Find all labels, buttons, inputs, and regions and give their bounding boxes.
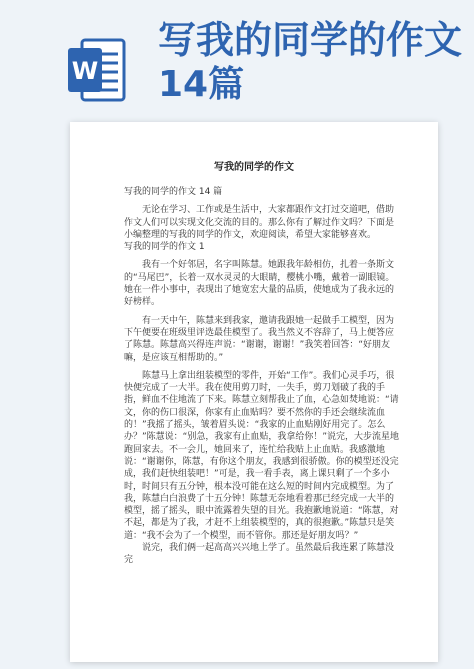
intro-paragraph: 无论在学习、工作或是生活中，大家都跟作文打过交道吧，借助作文人们可以实现文化交流的目的。那么你有了解过作文吗？下面是小编整理的写我的同学的作文，欢迎阅读，希望大家能够喜欢。 <box>124 205 395 240</box>
document-body <box>124 186 402 567</box>
body-paragraph: 说完，我们俩一起高高兴兴地上学了。虽然最后我连累了陈慧没完 <box>124 543 395 566</box>
section-heading: 写我的同学的作文 1 <box>124 242 205 253</box>
document-title: 写我的同学的作文 <box>214 162 294 173</box>
body-paragraph: 陈慧马上拿出组装模型的零件，开始“工作”。我们心灵手巧，很快便完成了一大半。我在使用剪刀时，一失手，剪刀划破了我的手指，鲜血不住地流了下来。陈慧立刻帮我止了血，心急如焚地说：“请文，你的伤口很深，你家有止血贴吗？要不然你的手还会继续流血的！”我摇了摇头，皱着眉头说：“我家的止血贴刚好用完了。怎么办？”陈慧说：“别急，我家有止血贴，我拿给你！”说完，大步流星地跑回家去。不一会儿，她回来了，连忙给我贴上止血贴。我感激地说：“谢谢你，陈慧，有你这个朋友，我感到很骄傲。你的模型还没完成，我们赶快组装吧！”可是，我一看手表，离上课只剩了一个多小时，时间只有五分钟，根本没可能在这么短的时间内完成模型。为了我，陈慧白白浪费了十五分钟！陈慧无奈地看着那已经完成一大半的模型，摇了摇头，眼中流露着失望的目光。我抱歉地说道：“陈慧，对不起，都是为了我，才赶不上组装模型的，真的很抱歉。”陈慧只是笑道：“我不会为了一个模型，而不管你。那还是好朋友吗？” <box>124 370 399 541</box>
word-doc-icon <box>68 36 126 104</box>
document-subtitle: 写我的同学的作文 14 篇 <box>124 187 223 197</box>
page-title: 写我的同学的作文 <box>158 18 463 62</box>
body-paragraph: 我有一个好邻居，名字叫陈慧。她跟我年龄相仿，扎着一条斯文的“马尾巴”，长着一双水灵灵的大眼睛，樱桃小嘴，戴着一副眼镜。她在一件小事中，表现出了她宽宏大量的品质，使她成为了我永远的好榜样。 <box>124 260 395 308</box>
page-subtitle: 14篇 <box>158 64 245 105</box>
banner <box>0 0 474 120</box>
document-page <box>70 122 438 662</box>
body-paragraph: 有一天中午，陈慧来到我家，邀请我跟她一起做手工模型，因为下午便要在班级里评选最佳模型了。我当然义不容辞了，马上便答应了陈慧。陈慧高兴得连声说：“谢谢，谢谢！”我笑着回答：“好朋友嘛，是应该互相帮助的。” <box>124 315 395 363</box>
word-icon-letter: W <box>71 57 99 85</box>
